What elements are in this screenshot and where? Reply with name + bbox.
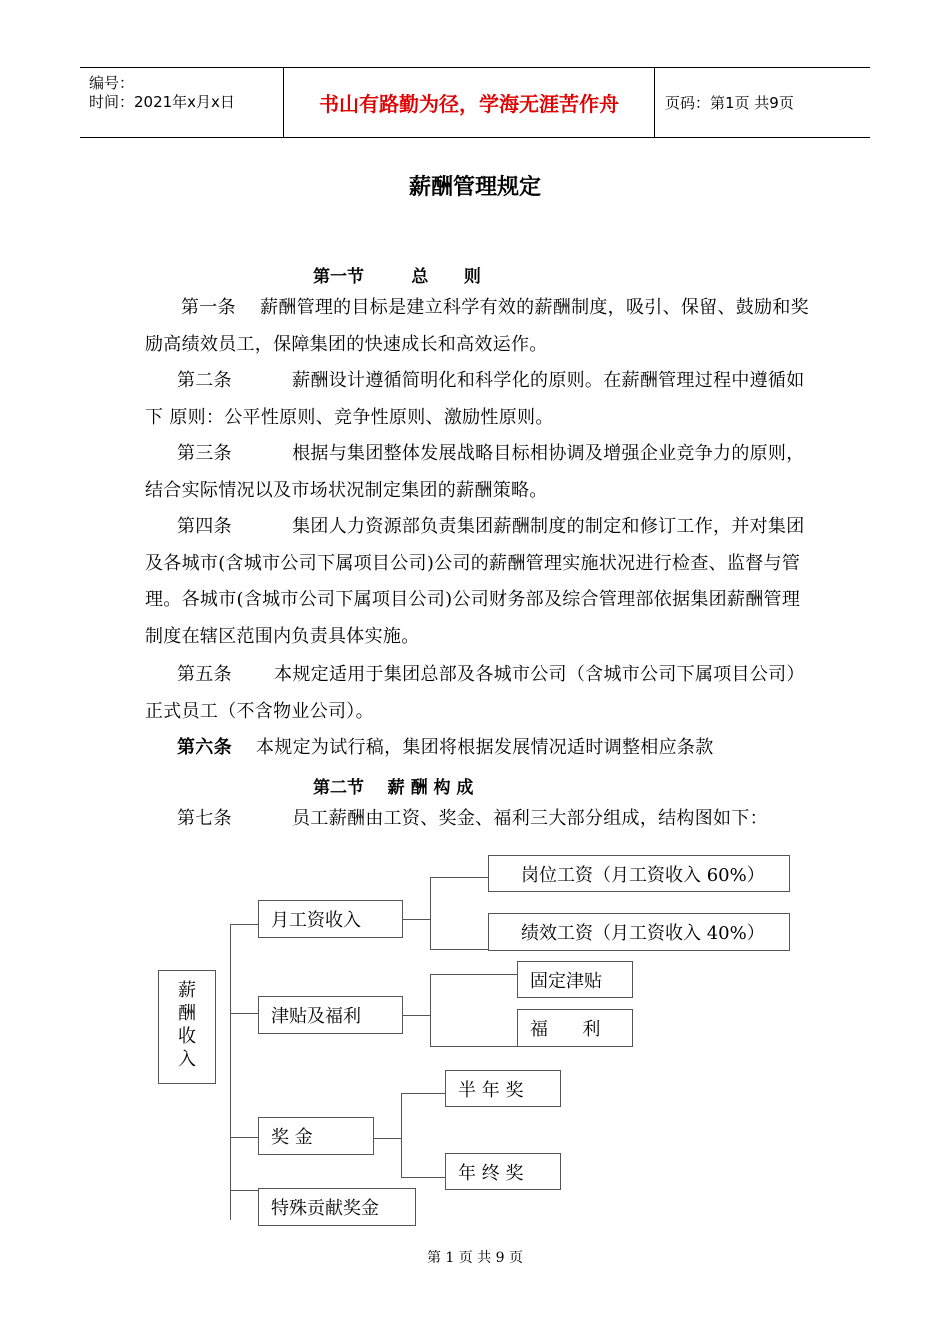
connector-perf-wage [430, 949, 488, 950]
box-special: 特殊贡献奖金 [258, 1188, 416, 1226]
connector-post-wage [430, 877, 488, 878]
article-5: 第五条 本规定适用于集团总部及各城市公司（含城市公司下属项目公司）正式员工（不含物业公司）。 [145, 664, 805, 722]
connector-bonus [374, 1138, 401, 1139]
document-date-label: 时间：2021年x月x日 [89, 93, 235, 111]
article-6-label: 第六条 [177, 737, 232, 758]
connector-allowance [403, 1015, 430, 1016]
sub-trunk-monthly [430, 877, 431, 949]
box-monthly: 月工资收入 [258, 900, 403, 938]
box-allowance: 津贴及福利 [258, 996, 403, 1034]
branch-line-monthly [230, 924, 258, 925]
diagram-root-box [158, 970, 216, 1084]
box-year-end: 年 终 奖 [445, 1153, 561, 1190]
document-title: 薪酬管理规定 [408, 175, 541, 200]
document-number-label: 编号： [89, 74, 135, 92]
article-2: 第二条 薪酬设计遵循简明化和科学化的原则。在薪酬管理过程中遵循如下 原则：公平性原则、竞争性原则、激励性原则。 [145, 370, 805, 428]
connector-year-end [401, 1177, 445, 1178]
diagram-root-label: 薪酬收入 [178, 980, 196, 1070]
article-1: 第一条 薪酬管理的目标是建立科学有效的薪酬制度，吸引、保留、鼓励和奖励高绩效员工，保障集团的快速成长和高效运作。 [145, 297, 809, 355]
page-footer: 第 1 页 共 9 页 [426, 1250, 524, 1266]
connector-welfare [430, 1046, 517, 1047]
article-6-text: 本规定为试行稿，集团将根据发展情况适时调整相应条款 [231, 737, 714, 758]
branch-line-allowance [230, 1013, 258, 1014]
article-4: 第四条 集团人力资源部负责集团薪酬制度的制定和修订工作，并对集团及各城市(含城市公司下属项目公司)公司的薪酬管理实施状况进行检查、监督与管理。各城市(含城市公司下属项目公司)公司财务部及综合管理部依据集团薪酬管理制度在辖区范围内负责具体实施。 [145, 516, 805, 647]
header-meta-cell [80, 68, 284, 137]
header-table [80, 67, 870, 138]
connector-monthly [403, 919, 430, 920]
sub-trunk-bonus [401, 1093, 402, 1177]
box-welfare: 福 利 [517, 1009, 633, 1047]
connector-half-year [401, 1093, 445, 1094]
sub-trunk-allowance [430, 974, 431, 1046]
article-3: 第三条 根据与集团整体发展战略目标相协调及增强企业竞争力的原则，结合实际情况以及市场状况制定集团的薪酬策略。 [145, 443, 805, 501]
article-6 [145, 730, 810, 767]
header-motto: 书山有路勤为径，学海无涯苦作舟 [284, 68, 655, 137]
section-heading-general: 第一节 总 则 [313, 267, 481, 287]
section-heading-structure: 第二节 薪 酬 构 成 [313, 778, 474, 798]
box-half-year: 半 年 奖 [445, 1070, 561, 1107]
box-fixed-allowance: 固定津贴 [517, 961, 633, 998]
header-page-label: 页码：第1页 共9页 [665, 94, 794, 112]
box-perf-wage: 绩效工资（月工资收入 40%） [488, 913, 790, 951]
branch-line-bonus [230, 1137, 258, 1138]
trunk-line [230, 924, 231, 1220]
box-bonus: 奖 金 [258, 1117, 374, 1155]
box-post-wage: 岗位工资（月工资收入 60%） [488, 855, 790, 892]
article-7: 第七条 员工薪酬由工资、奖金、福利三大部分组成，结构图如下： [177, 808, 768, 829]
connector-fixed-allowance [430, 974, 517, 975]
branch-line-special [230, 1190, 258, 1191]
